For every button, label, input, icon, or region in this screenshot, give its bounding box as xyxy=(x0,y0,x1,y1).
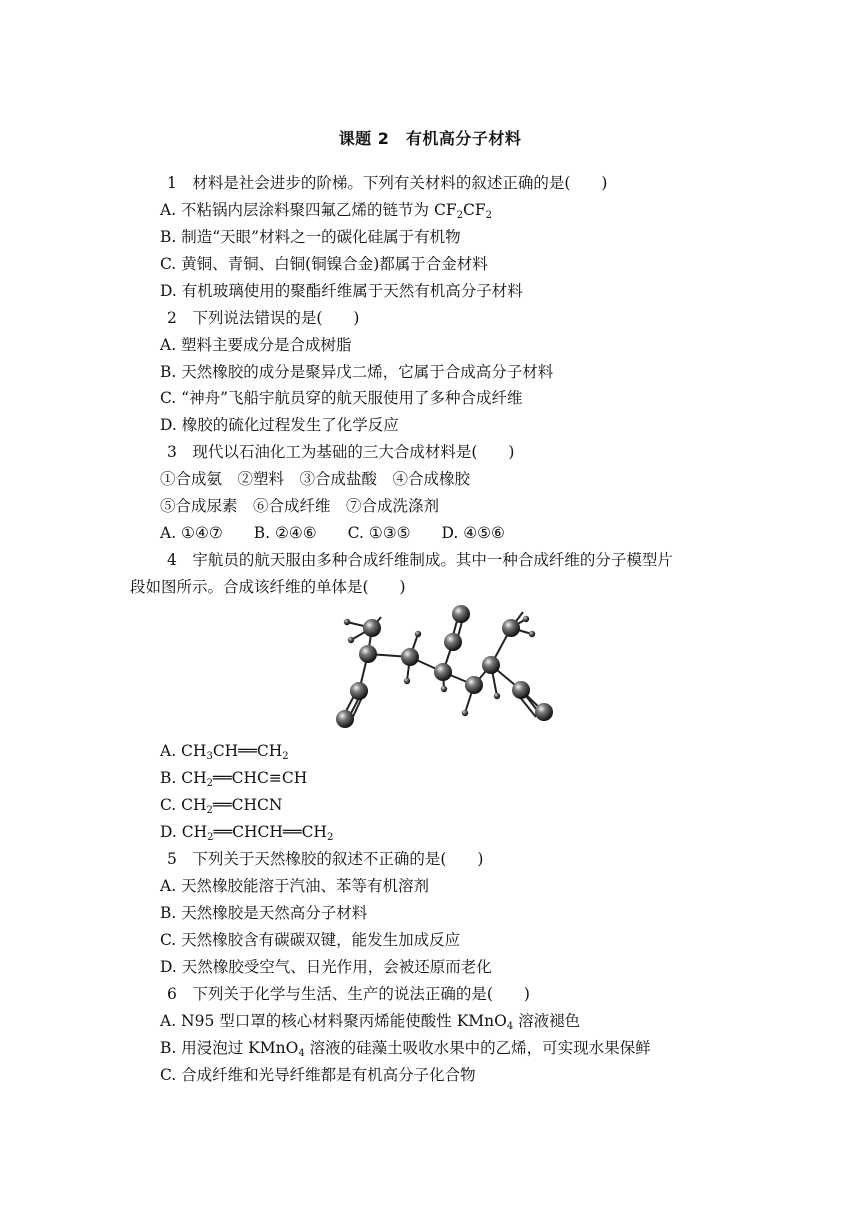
hydrogen-atom xyxy=(415,631,421,637)
hydrogen-atom xyxy=(462,710,468,716)
molecular-model-figure xyxy=(335,600,560,730)
hydrogen-atom xyxy=(494,693,500,699)
question-5-option-b: B. 天然橡胶是天然高分子材料 xyxy=(160,904,368,922)
question-4-option-c: C. $CH_2══CHCN$ xyxy=(160,796,283,816)
nitrogen-atom xyxy=(336,710,354,728)
question-4-option-a: A. $CH_3CH══CH_2$ xyxy=(160,742,289,762)
question-5-option-d: D. 天然橡胶受空气、日光作用，会被还原而老化 xyxy=(160,958,492,976)
question-1-option-a: A. 不粘锅内层涂料聚四氟乙烯的链节为 $CF_2CF_2$ xyxy=(160,201,492,221)
question-2-option-b: B. 天然橡胶的成分是聚异戊二烯，它属于合成高分子材料 xyxy=(160,363,554,381)
carbon-atom xyxy=(482,656,500,674)
question-5-stem: 5 下列关于天然橡胶的叙述不正确的是( ) xyxy=(167,850,484,868)
question-2-option-d: D. 橡胶的硫化过程发生了化学反应 xyxy=(160,416,399,434)
question-3-items-row-1: ①合成氨 ②塑料 ③合成盐酸 ④合成橡胶 xyxy=(160,470,471,488)
nitrogen-atom xyxy=(452,605,470,623)
carbon-atom xyxy=(444,633,462,651)
carbon-atom xyxy=(502,619,520,637)
question-1-option-c: C. 黄铜、青铜、白铜(铜镍合金)都属于合金材料 xyxy=(160,255,488,273)
page-title: 课题 2 有机高分子材料 xyxy=(338,129,522,148)
hydrogen-atom xyxy=(404,678,410,684)
question-2-option-c: C. “神舟”飞船宇航员穿的航天服使用了多种合成纤维 xyxy=(160,389,523,407)
question-4-option-b: B. $CH_2══CHC\equiv CH$ xyxy=(160,769,308,789)
question-1-option-d: D. 有机玻璃使用的聚酯纤维属于天然有机高分子材料 xyxy=(160,282,523,300)
hydrogen-atom xyxy=(344,619,350,625)
question-4-stem-line-1: 4 宇航员的航天服由多种合成纤维制成。其中一种合成纤维的分子模型片 xyxy=(167,551,673,569)
question-4-option-d: D. $CH_2══CHCH══CH_2$ xyxy=(160,823,334,843)
carbon-atom xyxy=(350,682,368,700)
question-2-stem: 2 下列说法错误的是( ) xyxy=(167,309,360,327)
carbon-atom xyxy=(512,681,530,699)
question-3-choices: A. ①④⑦ B. ②④⑥ C. ①③⑤ D. ④⑤⑥ xyxy=(160,524,505,542)
carbon-atom xyxy=(401,648,419,666)
hydrogen-atom xyxy=(348,637,354,643)
question-1-stem: 1 材料是社会进步的阶梯。下列有关材料的叙述正确的是( ) xyxy=(167,174,608,192)
question-3-items-row-2: ⑤合成尿素 ⑥合成纤维 ⑦合成洗涤剂 xyxy=(160,497,440,515)
carbon-atom xyxy=(359,645,377,663)
carbon-atom xyxy=(434,663,452,681)
question-3-stem: 3 现代以石油化工为基础的三大合成材料是( ) xyxy=(167,443,515,461)
question-1-option-b: B. 制造“天眼”材料之一的碳化硅属于有机物 xyxy=(160,228,461,246)
question-6-option-b: B. 用浸泡过 KMnO$_4$ 溶液的硅藻土吸收水果中的乙烯，可实现水果保鲜 xyxy=(160,1039,651,1059)
question-6-option-a: A. N95 型口罩的核心材料聚丙烯能使酸性 KMnO$_4$ 溶液褪色 xyxy=(160,1012,581,1032)
question-2-option-a: A. 塑料主要成分是合成树脂 xyxy=(160,336,352,354)
carbon-atom xyxy=(465,676,483,694)
question-6-stem: 6 下列关于化学与生活、生产的说法正确的是( ) xyxy=(167,985,530,1003)
question-6-option-c: C. 合成纤维和光导纤维都是有机高分子化合物 xyxy=(160,1066,476,1084)
question-4-stem-line-2: 段如图所示。合成该纤维的单体是( ) xyxy=(130,578,406,596)
hydrogen-atom xyxy=(441,686,447,692)
carbon-atom xyxy=(363,619,381,637)
question-5-option-c: C. 天然橡胶含有碳碳双键，能发生加成反应 xyxy=(160,931,461,949)
hydrogen-atom xyxy=(529,631,535,637)
question-5-option-a: A. 天然橡胶能溶于汽油、苯等有机溶剂 xyxy=(160,877,430,895)
nitrogen-atom xyxy=(535,703,553,721)
hydrogen-atom xyxy=(523,616,529,622)
